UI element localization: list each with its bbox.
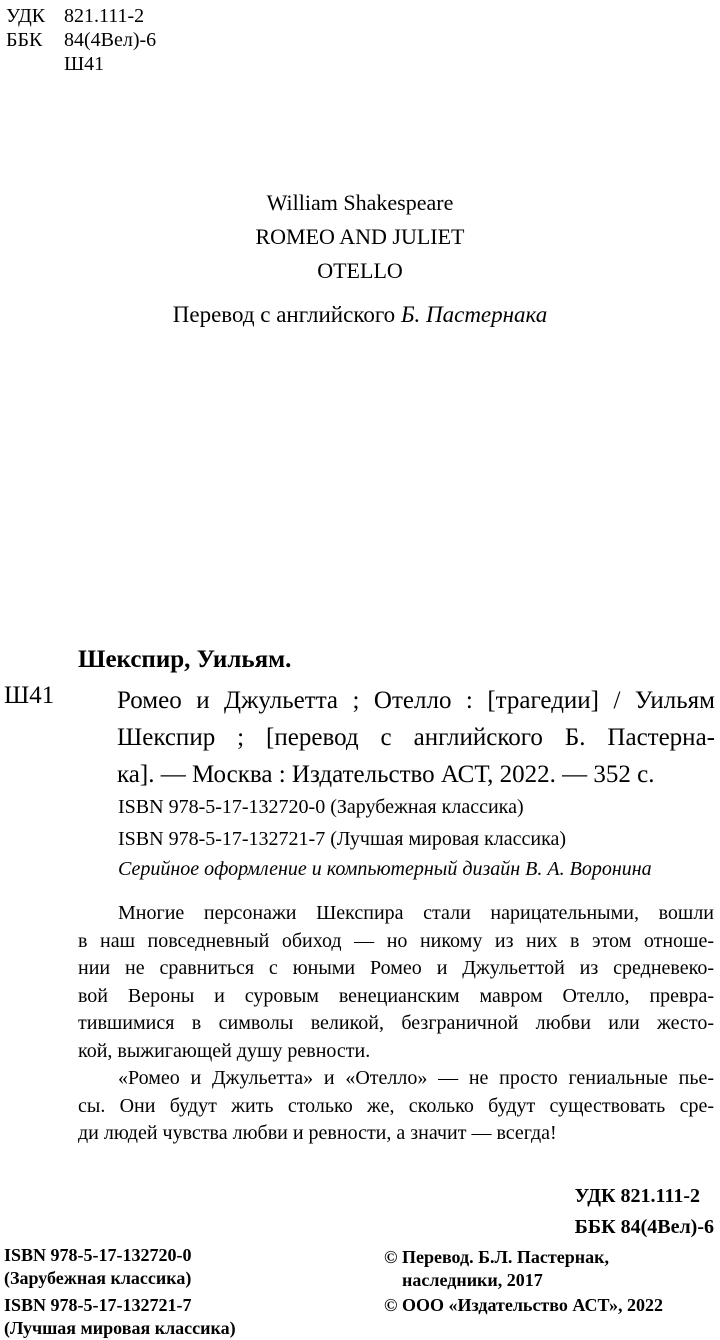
abstract-line: в наш повседневный обиход — но никому из них в этом отноше- xyxy=(78,929,714,952)
design-credit: Серийное оформление и компьютерный дизайн В. А. Воронина xyxy=(118,858,652,880)
footer-isbn-1: ISBN 978-5-17-132720-0 xyxy=(4,1245,192,1265)
footer-bbk: ББК 84(4Вел)-6 xyxy=(574,1216,714,1238)
bbk-label: ББК xyxy=(6,29,43,51)
catalog-author-heading: Шекспир, Уильям. xyxy=(78,646,292,673)
abstract-line: ди людей чувства любви и ревности, а значит — всегда! xyxy=(78,1122,557,1144)
abstract-line: тившимися в символы великой, безграничной любви или жесто- xyxy=(78,1012,714,1034)
cutter-code: Ш41 xyxy=(64,53,105,75)
original-work-1: ROMEO AND JULIET xyxy=(255,224,465,249)
footer-isbn-1-series: (Зарубежная классика) xyxy=(4,1268,192,1288)
original-author: William Shakespeare xyxy=(266,190,454,215)
abstract-line: кой, выжигающей душу ревности. xyxy=(78,1039,371,1062)
footer-isbn-1-block xyxy=(4,1244,192,1290)
bbk-value: 84(4Вел)-6 xyxy=(64,29,157,51)
abstract-line: Многие персонажи Шекспира стали нарицательными, вошли xyxy=(118,902,714,924)
translator-name: Б. Пастернака xyxy=(400,302,548,327)
footer-udk: УДК 821.111-2 xyxy=(574,1185,700,1207)
udk-value: 821.111-2 xyxy=(64,5,145,27)
abstract xyxy=(78,900,714,1148)
original-work-2: OTELLO xyxy=(317,258,403,283)
copyright-publisher: © ООО «Издательство АСТ», 2022 xyxy=(384,1295,664,1315)
footer-isbn-2-series: (Лучшая мировая классика) xyxy=(4,1318,236,1338)
copyright-translation-line-1: © Перевод. Б.Л. Пастернак, xyxy=(384,1247,610,1267)
translation-credit xyxy=(0,302,720,328)
copyright-translation xyxy=(384,1246,609,1292)
udk-label: УДК xyxy=(6,5,46,27)
catalog-line: Шекспир ; [перевод с английского Б. Пастерна- xyxy=(117,724,715,751)
catalog-line: Ромео и Джульетта ; Отелло : [трагедии] / Уильям xyxy=(117,687,715,714)
library-codes xyxy=(6,4,156,76)
udk-row xyxy=(6,4,156,28)
bbk-row xyxy=(6,28,156,52)
catalog-isbn-1: ISBN 978-5-17-132720-0 (Зарубежная классика) xyxy=(118,796,524,818)
footer-isbn-2-block xyxy=(4,1294,236,1340)
abstract-line: нии не сравниться с юными Ромео и Джульеттой из средневеко- xyxy=(78,957,714,979)
catalog-description xyxy=(117,682,715,793)
catalog-isbn-2: ISBN 978-5-17-132721-7 (Лучшая мировая классика) xyxy=(118,828,567,850)
catalog-line: ка]. — Москва : Издательство АСТ, 2022. — 352 с. xyxy=(117,761,655,788)
abstract-line: «Ромео и Джульетта» и «Отелло» — не просто гениальные пье- xyxy=(118,1067,714,1089)
catalog-cutter: Ш41 xyxy=(4,682,55,709)
footer-codes xyxy=(575,1181,714,1243)
original-title-block xyxy=(0,186,720,288)
copyright-translation-line-2: наследники, 2017 xyxy=(402,1270,543,1290)
translation-text: Перевод с английского xyxy=(172,302,396,327)
abstract-line: вой Вероны и суровым венецианским мавром Отелло, превра- xyxy=(78,984,714,1007)
abstract-line: сы. Они будут жить столько же, сколько будут существовать сре- xyxy=(78,1094,714,1117)
footer-isbn-2: ISBN 978-5-17-132721-7 xyxy=(4,1295,192,1315)
